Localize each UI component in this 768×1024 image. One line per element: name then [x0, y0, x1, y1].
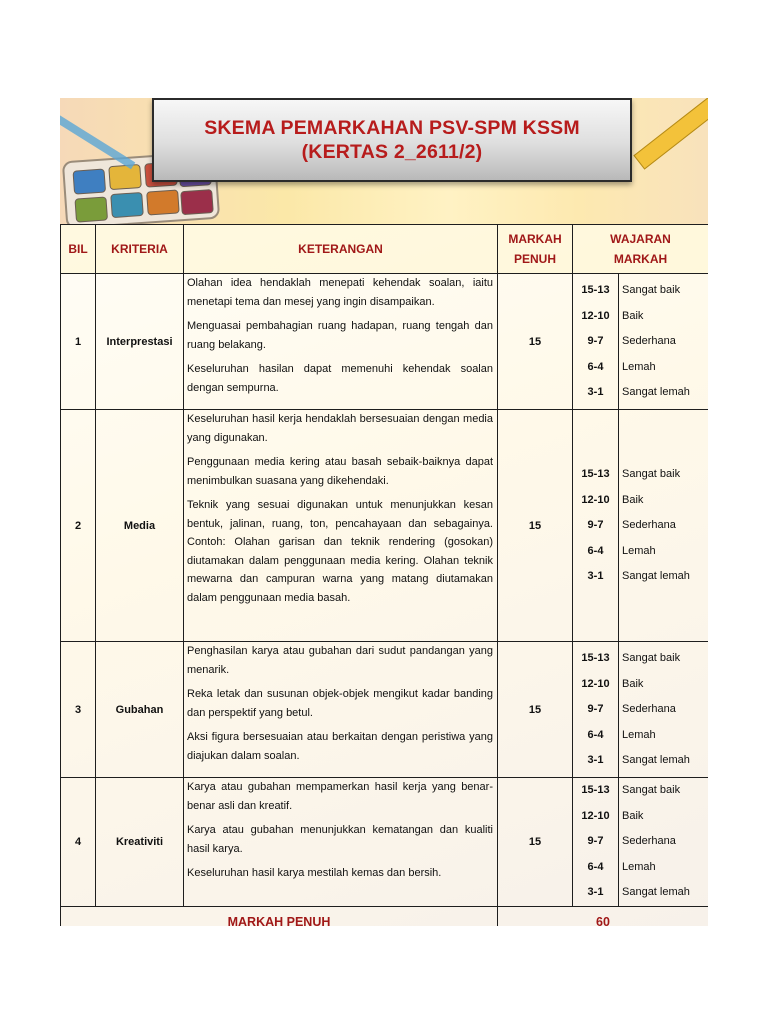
- table-row: [61, 642, 709, 778]
- description-paragraph: Penghasilan karya atau gubahan dari sudut pandangan yang menarik.: [187, 645, 493, 676]
- table-row: [61, 778, 709, 907]
- weight-label: Sangat baik: [622, 468, 681, 480]
- weight-label: Sangat baik: [622, 652, 681, 664]
- header-markah-penuh-line1: MARKAH: [508, 232, 562, 246]
- weight-range: 3-1: [587, 386, 604, 398]
- weight-range: 15-13: [581, 284, 610, 296]
- weight-range: 3-1: [587, 570, 604, 582]
- weight-label: Baik: [622, 677, 644, 690]
- description-paragraph: Keseluruhan hasil kerja hendaklah bersesuaian dengan media yang digunakan.: [187, 413, 493, 444]
- weight-range: 3-1: [587, 754, 604, 766]
- weight-label: Baik: [622, 809, 644, 822]
- weight-label: Lemah: [622, 860, 656, 873]
- paint-well: [74, 196, 108, 222]
- weight-label: Lemah: [622, 360, 656, 373]
- weight-label: Sangat lemah: [622, 754, 690, 766]
- weight-labels: [619, 410, 709, 642]
- weight-range: 9-7: [587, 519, 604, 531]
- paint-well: [110, 192, 144, 218]
- full-mark: 15: [498, 642, 573, 778]
- weight-label: Baik: [622, 309, 644, 322]
- weight-labels: [619, 778, 709, 907]
- weight-label: Sederhana: [622, 835, 676, 847]
- weight-label: Sederhana: [622, 335, 676, 347]
- weight-range: 12-10: [581, 309, 610, 322]
- weight-label: Lemah: [622, 544, 656, 557]
- description-paragraph: Penggunaan media kering atau basah sebaik-baiknya dapat menimbulkan suasana yang dikehendaki.: [187, 456, 493, 487]
- criterion-description: [184, 642, 498, 778]
- weight-label: Sederhana: [622, 703, 676, 715]
- description-paragraph: Keseluruhan hasil karya mestilah kemas dan bersih.: [187, 867, 442, 879]
- criterion-name: Gubahan: [96, 642, 184, 778]
- criterion-description: [184, 274, 498, 410]
- weight-range: 3-1: [587, 886, 604, 898]
- weight-range: 9-7: [587, 835, 604, 847]
- description-paragraph: Karya atau gubahan mempamerkan hasil kerja yang benar-benar asli dan kreatif.: [187, 781, 493, 812]
- weight-range: 6-4: [587, 360, 604, 373]
- table-row: [61, 274, 709, 410]
- weight-label: Baik: [622, 493, 644, 506]
- paint-well: [108, 164, 142, 190]
- header-markah-penuh-line2: PENUH: [513, 252, 556, 266]
- criterion-name: Interprestasi: [96, 274, 184, 410]
- row-number: 1: [61, 274, 96, 410]
- weight-ranges: [573, 778, 619, 907]
- total-row: [61, 906, 709, 926]
- header-wajaran-line2: MARKAH: [613, 252, 668, 266]
- weight-label: Sederhana: [622, 519, 676, 531]
- full-mark: 15: [498, 778, 573, 907]
- pencil-illustration: [633, 98, 708, 170]
- weight-range: 6-4: [587, 860, 604, 873]
- paint-well: [72, 168, 106, 194]
- weight-label: Sangat lemah: [622, 386, 690, 398]
- weight-label: Sangat baik: [622, 784, 681, 796]
- weight-ranges: [573, 642, 619, 778]
- row-number: 2: [61, 410, 96, 642]
- weight-labels: [619, 642, 709, 778]
- weight-range: 12-10: [581, 809, 610, 822]
- criterion-description: [184, 410, 498, 642]
- weight-range: 9-7: [587, 703, 604, 715]
- total-label: MARKAH PENUH: [61, 906, 498, 926]
- description-paragraph: Aksi figura bersesuaian atau berkaitan dengan peristiwa yang diajukan dalam soalan.: [187, 731, 493, 762]
- header-wajaran-markah: [573, 225, 709, 274]
- description-paragraph: Karya atau gubahan menunjukkan kematangan dan kualiti hasil karya.: [187, 824, 493, 855]
- header-markah-penuh: [498, 225, 573, 274]
- title-line-2: (KERTAS 2_2611/2): [301, 141, 483, 163]
- row-number: 3: [61, 642, 96, 778]
- title-line-1: SKEMA PEMARKAHAN PSV-SPM KSSM: [204, 117, 580, 139]
- marking-table: [60, 224, 708, 926]
- header-bil: BIL: [61, 225, 96, 274]
- description-paragraph: Menguasai pembahagian ruang hadapan, ruang tengah dan ruang belakang.: [187, 320, 493, 351]
- weight-labels: [619, 274, 709, 410]
- table-row: [61, 410, 709, 642]
- marking-scheme-page: [60, 98, 708, 926]
- weight-label: Sangat lemah: [622, 570, 690, 582]
- weight-label: Sangat baik: [622, 284, 681, 296]
- paint-well: [180, 189, 214, 215]
- weight-range: 15-13: [581, 784, 610, 796]
- weight-range: 6-4: [587, 544, 604, 557]
- title-banner: [152, 98, 632, 182]
- header-row: [61, 225, 709, 274]
- weight-label: Lemah: [622, 728, 656, 741]
- weight-ranges: [573, 274, 619, 410]
- total-value: 60: [498, 906, 709, 926]
- criterion-description: [184, 778, 498, 907]
- weight-range: 12-10: [581, 493, 610, 506]
- description-paragraph: Reka letak dan susunan objek-objek mengikut kadar banding dan perspektif yang betul.: [187, 688, 493, 719]
- full-mark: 15: [498, 274, 573, 410]
- weight-ranges: [573, 410, 619, 642]
- header-keterangan: KETERANGAN: [184, 225, 498, 274]
- description-paragraph: Olahan idea hendaklah menepati kehendak soalan, iaitu menetapi tema dan mesej yang ingin disampaikan.: [187, 277, 493, 308]
- paint-well: [146, 189, 180, 215]
- weight-range: 9-7: [587, 335, 604, 347]
- weight-range: 15-13: [581, 652, 610, 664]
- full-mark: 15: [498, 410, 573, 642]
- description-paragraph: Keseluruhan hasilan dapat memenuhi kehendak soalan dengan sempurna.: [187, 363, 493, 394]
- row-number: 4: [61, 778, 96, 907]
- header-wajaran-line1: WAJARAN: [610, 232, 671, 246]
- description-paragraph: Teknik yang sesuai digunakan untuk menunjukkan kesan bentuk, jalinan, ruang, ton, pencahayaan dan sebagainya. Contoh: Olahan garisan dan teknik rendering (gosokan) diutamakan dalam penggunaan media kering. Olahan teknik mewarna dan campuran warna yang matang diutamakan dalam penggunaan media basah.: [187, 499, 493, 604]
- criterion-name: Kreativiti: [96, 778, 184, 907]
- weight-label: Sangat lemah: [622, 886, 690, 898]
- criterion-name: Media: [96, 410, 184, 642]
- weight-range: 15-13: [581, 468, 610, 480]
- header-kriteria: KRITERIA: [96, 225, 184, 274]
- weight-range: 6-4: [587, 728, 604, 741]
- weight-range: 12-10: [581, 677, 610, 690]
